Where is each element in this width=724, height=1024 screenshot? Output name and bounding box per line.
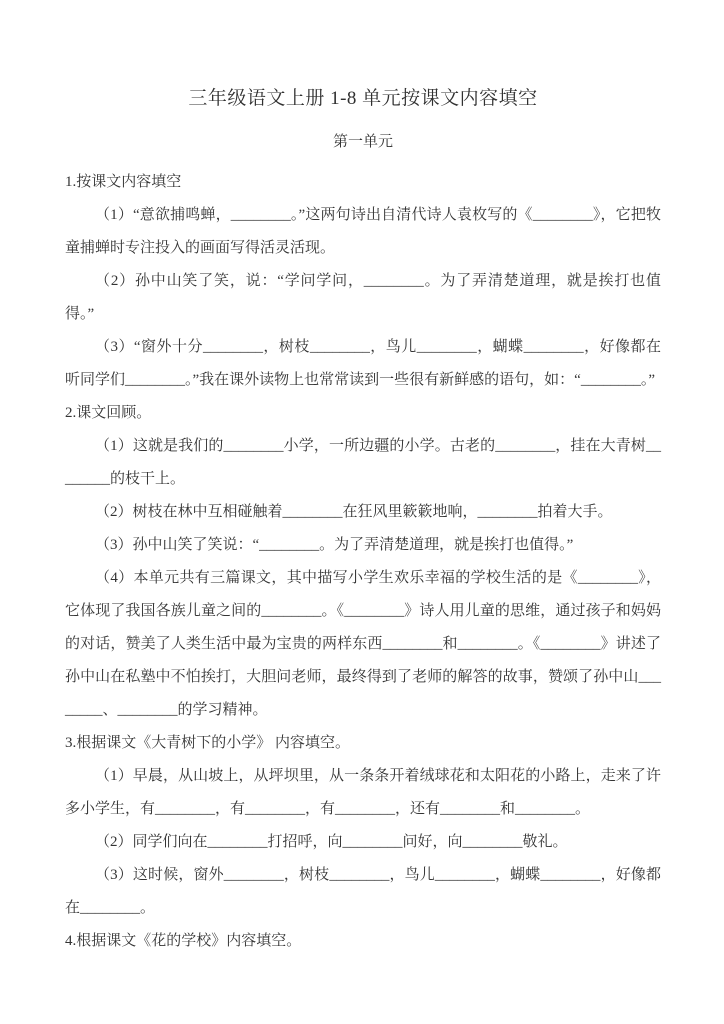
section-2 bbox=[65, 397, 661, 727]
section-heading: 3.根据课文《大青树下的小学》 内容填空。 bbox=[65, 735, 351, 751]
unit-heading: 第一单元 bbox=[332, 134, 393, 150]
section-1 bbox=[65, 166, 661, 397]
section-4 bbox=[65, 925, 661, 958]
section-3 bbox=[65, 727, 661, 925]
section-heading: 4.根据课文《花的学校》内容填空。 bbox=[65, 933, 302, 949]
section-heading: 2.课文回顾。 bbox=[65, 405, 152, 421]
page-title: 三年级语文上册 1-8 单元按课文内容填空 bbox=[188, 88, 538, 109]
question-item: （3）这时候，窗外________，树枝________，鸟儿________，蝴蝶________，好像都在________。 bbox=[65, 867, 661, 916]
section-heading: 1.按课文内容填空 bbox=[65, 174, 182, 190]
question-item: （3）“窗外十分________，树枝________，鸟儿________，蝴蝶________，好像都在听同学们________。”我在课外读物上也常常读到一些很有新鲜感的语句，如：“________。” bbox=[65, 339, 661, 388]
question-item: （1）这就是我们的________小学，一所边疆的小学。古老的________，挂在大青树________的枝干上。 bbox=[65, 438, 661, 487]
question-item: （2）孙中山笑了笑，说：“学问学问，________。为了弄清楚道理，就是挨打也值得。” bbox=[65, 273, 661, 322]
question-item: （1）早晨，从山坡上，从坪坝里，从一条条开着绒球花和太阳花的小路上，走来了许多小学生，有________，有________，有________，还有________和________。 bbox=[65, 768, 661, 817]
question-item: （3）孙中山笑了笑说：“________。为了弄清楚道理，就是挨打也值得。” bbox=[95, 537, 574, 553]
question-item: （1）“意欲捕鸣蝉，________。”这两句诗出自清代诗人袁枚写的《________》，它把牧童捕蝉时专注投入的画面写得活灵活现。 bbox=[65, 207, 661, 256]
question-item: （2）同学们向在________打招呼，向________问好，向________敬礼。 bbox=[95, 834, 568, 850]
question-item: （2）树枝在林中互相碰触着________在狂风里簌簌地响，________拍着大手。 bbox=[95, 504, 613, 520]
question-item: （4）本单元共有三篇课文，其中描写小学生欢乐幸福的学校生活的是《________》，它体现了我国各族儿童之间的________。《________》诗人用儿童的思维，通过孩子和妈妈的对话，赞美了人类生活中最为宝贵的两样东西________和________。《________》讲述了孙中山在私塾中不怕挨打，大胆问老师，最终得到了老师的解答的故事，赞颂了孙中山________、________的学习精神。 bbox=[65, 570, 661, 718]
